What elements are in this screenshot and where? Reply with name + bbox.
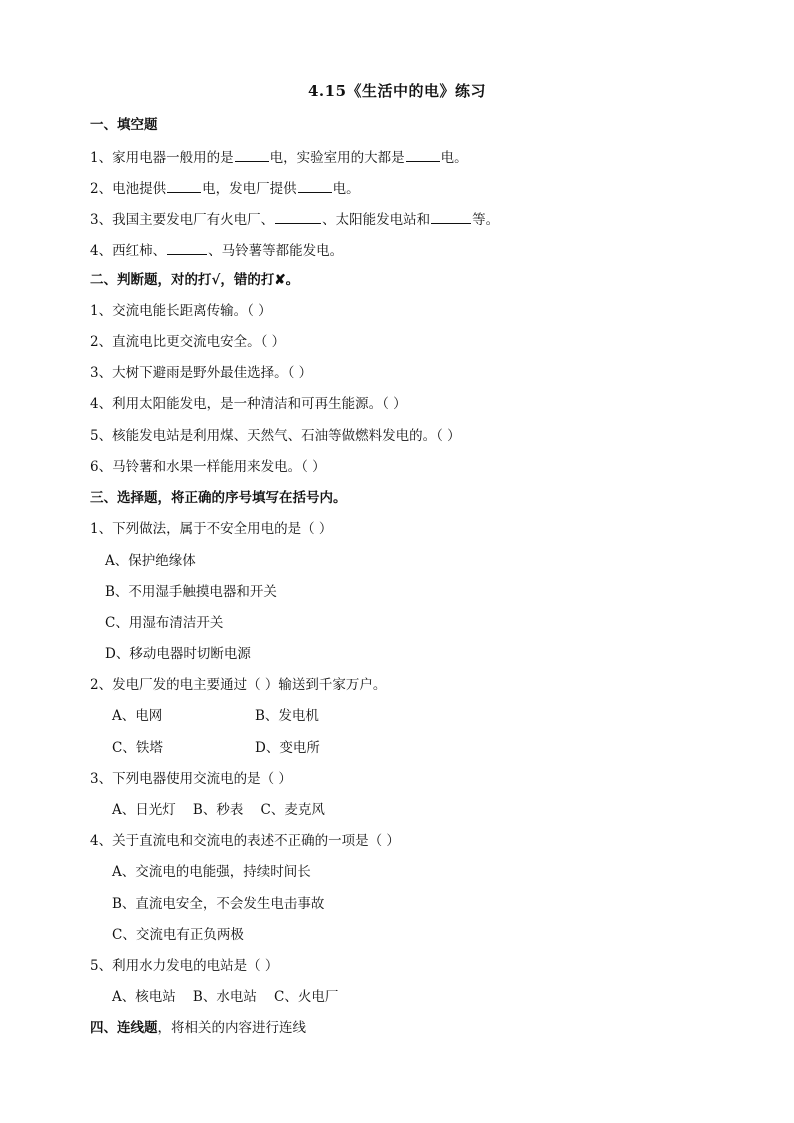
- fill-q4-text-b: 、马铃薯等都能发电。: [208, 243, 344, 259]
- choice-q1-option-a: A、保护绝缘体: [105, 553, 196, 569]
- choice-q5-stem: 5、利用水力发电的电站是（ ）: [90, 958, 279, 974]
- connect-heading-rest: ，将相关的内容进行连线: [157, 1020, 306, 1036]
- answer-blank[interactable]: [406, 147, 440, 162]
- choice-q4-option-c: C、交流电有正负两极: [112, 927, 244, 943]
- fill-q4-text-a: 4、西红柿、: [90, 243, 167, 259]
- fill-q2-text-c: 电。: [332, 181, 360, 197]
- choice-q4-option-a: A、交流电的电能强，持续时间长: [112, 864, 311, 880]
- connect-heading-bold: 四、连线题: [90, 1020, 158, 1036]
- section-heading-choice: 三、选择题，将正确的序号填写在括号内。: [90, 490, 347, 506]
- choice-q1-stem: 1、下列做法，属于不安全用电的是（ ）: [90, 521, 333, 537]
- judge-item-2: 2、直流电比更交流电安全。（ ）: [90, 334, 286, 350]
- choice-q2-option-c: C、铁塔: [112, 740, 163, 756]
- choice-q2-option-b: B、发电机: [255, 708, 319, 724]
- fill-question-1: [90, 147, 468, 167]
- choice-q4-stem: 4、关于直流电和交流电的表述不正确的一项是（ ）: [90, 833, 400, 849]
- choice-q1-option-d: D、移动电器时切断电源: [105, 646, 251, 662]
- fill-question-3: [90, 209, 499, 229]
- page-title: 4.15《生活中的电》练习: [307, 82, 487, 100]
- judge-item-4: 4、利用太阳能发电，是一种清洁和可再生能源。（ ）: [90, 396, 407, 412]
- section-heading-judge: 二、判断题，对的打√，错的打✘。: [90, 272, 300, 288]
- answer-blank[interactable]: [167, 240, 207, 255]
- answer-blank[interactable]: [235, 147, 269, 162]
- choice-q1-option-b: B、不用湿手触摸电器和开关: [105, 584, 277, 600]
- fill-q2-text-a: 2、电池提供: [90, 181, 167, 197]
- choice-q2-option-a: A、电网: [112, 708, 163, 724]
- fill-q1-text-a: 1、家用电器一般用的是: [90, 150, 234, 166]
- fill-question-4: [90, 240, 343, 260]
- fill-q3-text-a: 3、我国主要发电厂有火电厂、: [90, 212, 275, 228]
- answer-blank[interactable]: [431, 209, 471, 224]
- fill-q1-text-b: 电，实验室用的大都是: [269, 150, 405, 166]
- fill-q3-text-b: 、太阳能发电站和: [322, 212, 431, 228]
- choice-q4-option-b: B、直流电安全，不会发生电击事故: [112, 896, 325, 912]
- choice-q2-option-d: D、变电所: [255, 740, 320, 756]
- section-heading-connect: [90, 1019, 306, 1037]
- fill-question-2: [90, 178, 360, 198]
- section-heading-fill: 一、填空题: [90, 117, 158, 133]
- answer-blank[interactable]: [298, 178, 332, 193]
- choice-q1-option-c: C、用湿布清洁开关: [105, 615, 224, 631]
- choice-q3-options: A、日光灯 B、秒表 C、麦克风: [112, 802, 325, 818]
- choice-q2-stem: 2、发电厂发的电主要通过（ ）输送到千家万户。: [90, 677, 387, 693]
- judge-item-6: 6、马铃薯和水果一样能用来发电。（ ）: [90, 459, 326, 475]
- choice-q3-stem: 3、下列电器使用交流电的是（ ）: [90, 771, 292, 787]
- judge-item-1: 1、交流电能长距离传输。（ ）: [90, 303, 272, 319]
- judge-item-5: 5、核能发电站是利用煤、天然气、石油等做燃料发电的。（ ）: [90, 428, 461, 444]
- fill-q1-text-c: 电。: [440, 150, 468, 166]
- answer-blank[interactable]: [167, 178, 201, 193]
- answer-blank[interactable]: [275, 209, 321, 224]
- fill-q3-text-c: 等。: [472, 212, 500, 228]
- fill-q2-text-b: 电，发电厂提供: [202, 181, 297, 197]
- choice-q5-options: A、核电站 B、水电站 C、火电厂: [112, 989, 339, 1005]
- judge-item-3: 3、大树下避雨是野外最佳选择。（ ）: [90, 365, 313, 381]
